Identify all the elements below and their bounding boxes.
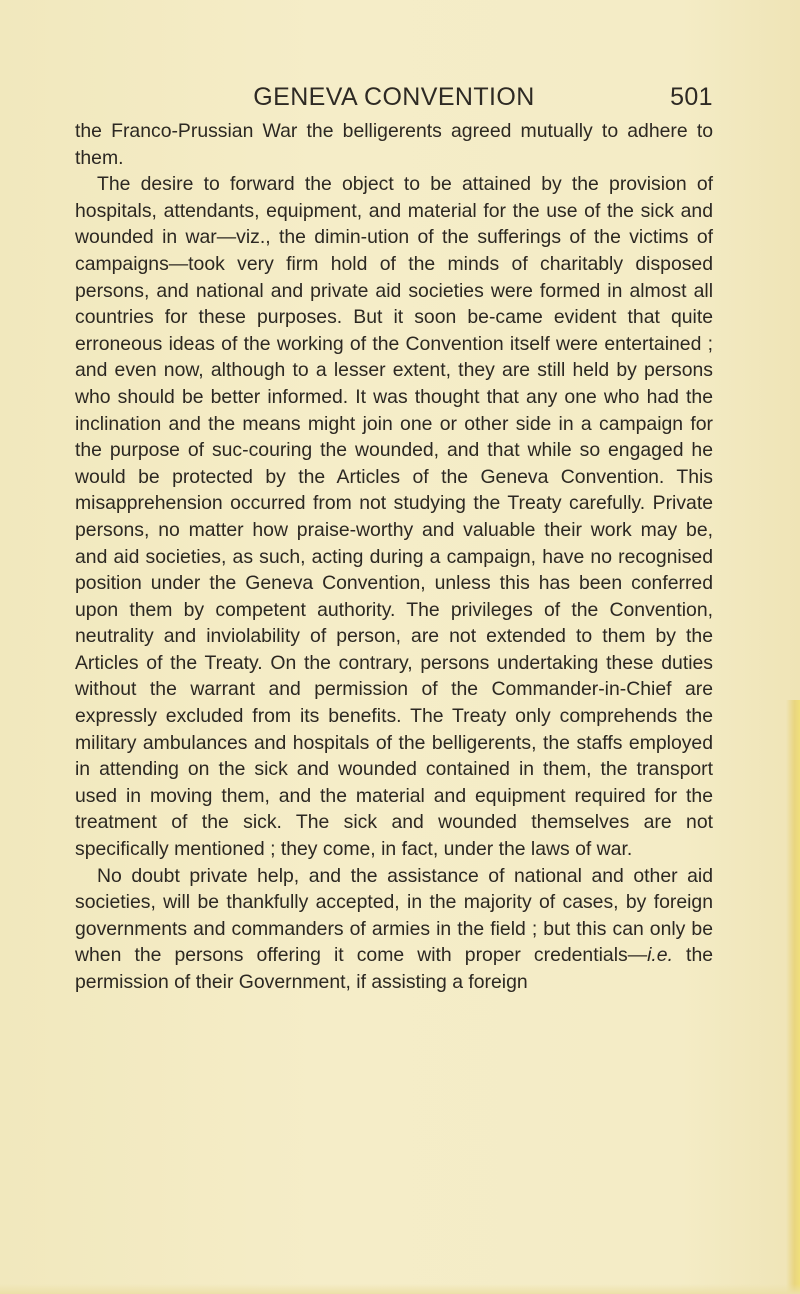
running-title: GENEVA CONVENTION (253, 83, 535, 111)
paragraph-last (75, 863, 713, 996)
page-edge-shading (786, 700, 800, 1294)
body-text (75, 118, 713, 996)
paragraph-text-end: the permission of their Government, if assisting a foreign (75, 944, 714, 993)
paragraph-continued: the Franco-Prussian War the belligerents agreed mutually to adhere to them. (75, 120, 713, 169)
page-number: 501 (670, 83, 713, 111)
italic-abbreviation: i.e. (647, 944, 673, 967)
running-head (75, 80, 713, 114)
paragraph-text: No doubt private help, and the assistance of national and other aid societies, will be thankfully accepted, in the majority of cases, by foreign governments and commanders of armies in the field ; but this can only be when the persons offering it come with proper credentials— (75, 864, 713, 967)
page-bottom-shading (0, 1284, 800, 1294)
paragraph: The desire to forward the object to be attained by the provision of hospitals, attendants, equipment, and material for the use of the sick and wounded in war—viz., the dimin-ution of the sufferings of the victims of campaigns—took very firm hold of the minds of charitably disposed persons, and national and private aid societies were formed in almost all countries for these purposes. But it soon be-came evident that quite erroneous ideas of the working of the Convention itself were entertained ; and even now, although to a lesser extent, they are still held by persons who should be better informed. It was thought that any one who had the inclination and the means might join one or other side in a campaign for the purpose of suc-couring the wounded, and that while so engaged he would be protected by the Articles of the Geneva Convention. This misapprehension occurred from not studying the Treaty carefully. Private persons, no matter how praise-worthy and valuable their work may be, and aid societies, as such, acting during a campaign, have no recognised position under the Geneva Convention, unless this has been conferred upon them by competent authority. The privileges of the Convention, neutrality and inviolability of person, are not extended to them by the Articles of the Treaty. On the contrary, persons undertaking these duties without the warrant and permission of the Commander-in-Chief are expressly excluded from its benefits. The Treaty only comprehends the military ambulances and hospitals of the belligerents, the staffs employed in attending on the sick and wounded contained in them, the transport used in moving them, and the material and equipment required for the treatment of the sick. The sick and wounded themselves are not specifically mentioned ; they come, in fact, under the laws of war. (75, 173, 713, 861)
